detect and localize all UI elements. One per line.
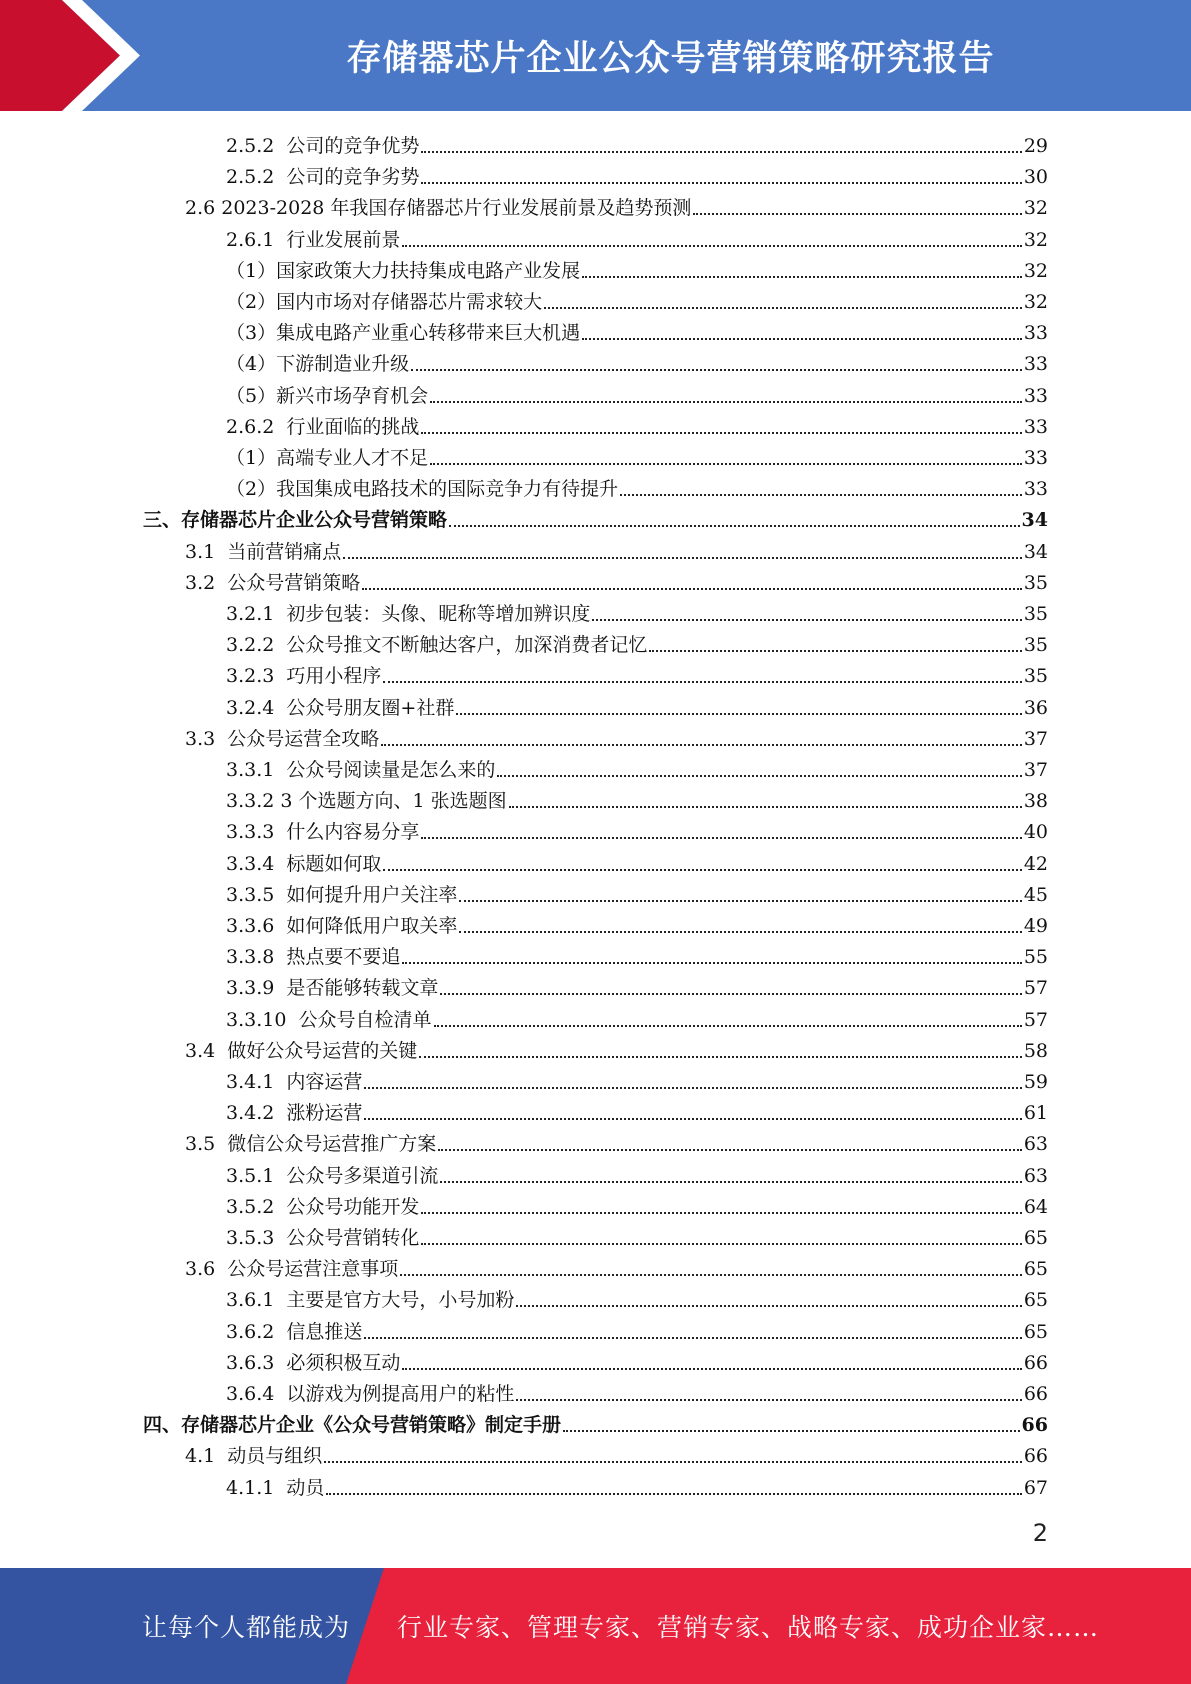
toc-entry-title: 2.6 2023-2028 年我国存储器芯片行业发展前景及趋势预测 [185, 197, 692, 220]
toc-entry-page: 66 [1023, 1351, 1048, 1374]
toc-entry[interactable] [226, 345, 1048, 376]
page-number: 2 [1032, 1519, 1048, 1547]
toc-entry-title: 2.6.1 行业发展前景 [226, 228, 401, 251]
toc-entry-title: 4.1 动员与组织 [185, 1445, 323, 1468]
toc-entry[interactable] [226, 938, 1048, 969]
toc-dot-leader [509, 806, 1022, 808]
toc-dot-leader [459, 900, 1021, 902]
toc-entry-page: 33 [1023, 384, 1048, 407]
toc-dot-leader [364, 1118, 1021, 1120]
toc-entry-title: 3.5.2 公众号功能开发 [226, 1195, 420, 1218]
toc-entry-page: 32 [1023, 197, 1048, 220]
toc-entry-title: 2.6.2 行业面临的挑战 [226, 415, 420, 438]
toc-entry-title: 3.3.3 什么内容易分享 [226, 821, 420, 844]
toc-entry-title: 3.1 当前营销痛点 [185, 540, 342, 563]
toc-dot-leader [383, 681, 1021, 683]
toc-entry-title: 3.4.1 内容运营 [226, 1071, 363, 1093]
toc-entry-title: （5）新兴市场孕育机会 [226, 384, 429, 407]
toc-dot-leader [381, 744, 1022, 746]
toc-entry-page: 59 [1023, 1071, 1048, 1093]
toc-dot-leader [402, 962, 1021, 964]
toc-entry-page: 58 [1023, 1039, 1048, 1062]
toc-entry-title: 3.5.1 公众号多渠道引流 [226, 1164, 439, 1187]
toc-entry[interactable] [226, 689, 1048, 720]
toc-entry-page: 63 [1023, 1164, 1048, 1187]
toc-entry-title: （2）我国集成电路技术的国际竞争力有待提升 [226, 478, 619, 501]
toc-entry-page: 57 [1023, 977, 1048, 1000]
toc-entry[interactable] [226, 1001, 1048, 1032]
toc-dot-leader [383, 869, 1021, 871]
toc-entry[interactable] [226, 377, 1048, 408]
toc-entry-page: 65 [1023, 1320, 1048, 1343]
toc-entry-title: （3）集成电路产业重心转移带来巨大机遇 [226, 322, 581, 345]
toc-entry-title: 3.3.5 如何提升用户关注率 [226, 883, 458, 906]
toc-entry[interactable] [226, 1219, 1048, 1250]
toc-dot-leader [497, 775, 1021, 777]
toc-entry[interactable] [226, 158, 1048, 189]
toc-entry-page: 34 [1023, 540, 1048, 563]
toc-entry-page: 36 [1023, 696, 1048, 719]
toc-entry[interactable] [226, 626, 1048, 657]
toc-entry-page: 30 [1023, 166, 1048, 189]
toc-entry[interactable] [226, 657, 1048, 688]
toc-entry-page: 33 [1023, 478, 1048, 501]
toc-entry-page: 67 [1023, 1476, 1048, 1499]
toc-entry-page: 64 [1023, 1195, 1048, 1218]
toc-entry-page: 63 [1023, 1133, 1048, 1156]
toc-entry-title: 3.6.1 主要是官方大号，小号加粉 [226, 1289, 515, 1312]
toc-dot-leader [434, 1025, 1022, 1027]
toc-entry-title: （4）下游制造业升级 [226, 353, 410, 376]
toc-entry-title: 3.5 微信公众号运营推广方案 [185, 1133, 437, 1156]
toc-entry[interactable] [226, 127, 1048, 158]
toc-entry[interactable] [185, 1437, 1048, 1468]
toc-dot-leader [419, 1056, 1022, 1058]
toc-dot-leader [440, 1181, 1021, 1183]
toc-dot-leader [456, 713, 1021, 715]
toc-entry-page: 57 [1023, 1008, 1048, 1031]
toc-entry-page: 33 [1023, 353, 1048, 376]
toc-entry[interactable] [226, 845, 1048, 876]
toc-dot-leader [362, 588, 1022, 590]
toc-entry-title: 3.5.3 公众号营销转化 [226, 1227, 420, 1249]
toc-entry-title: 3.3.6 如何降低用户取关率 [226, 915, 458, 937]
toc-entry-page: 35 [1023, 571, 1048, 594]
toc-entry[interactable] [226, 221, 1048, 252]
toc-entry[interactable] [226, 1063, 1048, 1094]
toc-dot-leader [563, 1430, 1020, 1432]
toc-dot-leader [402, 1368, 1021, 1370]
toc-entry-title: 3.4.2 涨粉运营 [226, 1102, 363, 1125]
toc-entry-title: 3.3.9 是否能够转载文章 [226, 977, 439, 1000]
toc-entry-page: 66 [1023, 1383, 1048, 1405]
toc-entry-page: 29 [1023, 135, 1048, 157]
toc-entry-title: 4.1.1 动员 [226, 1476, 325, 1499]
toc-dot-leader [430, 401, 1022, 403]
toc-dot-leader [421, 1212, 1021, 1214]
toc-entry-page: 37 [1023, 727, 1048, 750]
toc-entry[interactable] [226, 470, 1048, 501]
toc-entry[interactable] [226, 969, 1048, 1000]
toc-entry-page: 35 [1023, 665, 1048, 688]
toc-entry-page: 65 [1023, 1227, 1048, 1249]
toc-entry-title: 三、存储器芯片企业公众号营销策略 [143, 509, 448, 532]
toc-dot-leader [402, 245, 1021, 247]
toc-dot-leader [430, 463, 1022, 465]
toc-entry[interactable] [185, 1250, 1048, 1281]
toc-entry-title: 3.2.1 初步包装：头像、昵称等增加辨识度 [226, 603, 591, 625]
toc-entry-title: 3.2.4 公众号朋友圈+社群 [226, 696, 455, 719]
toc-entry[interactable] [185, 533, 1048, 564]
toc-entry[interactable] [226, 1375, 1048, 1406]
toc-entry[interactable] [226, 1094, 1048, 1125]
report-title: 存储器芯片企业公众号营销策略研究报告 [346, 38, 995, 79]
toc-entry-title: （1）国家政策大力扶持集成电路产业发展 [226, 259, 581, 282]
toc-entry[interactable] [226, 314, 1048, 345]
toc-dot-leader [411, 369, 1022, 371]
toc-entry[interactable] [185, 1125, 1048, 1156]
toc-entry-page: 45 [1023, 883, 1048, 906]
footer-banner [0, 1568, 1191, 1684]
toc-entry[interactable] [143, 1406, 1048, 1437]
toc-dot-leader [649, 650, 1021, 652]
toc-entry-title: 3.2 公众号营销策略 [185, 571, 361, 594]
toc-entry[interactable] [185, 564, 1048, 595]
toc-dot-leader [582, 338, 1022, 340]
toc-entry-title: 3.2.3 巧用小程序 [226, 665, 382, 688]
toc-dot-leader [592, 619, 1021, 621]
toc-entry[interactable] [226, 876, 1048, 907]
toc-entry[interactable] [226, 408, 1048, 439]
toc-dot-leader [421, 432, 1021, 434]
toc-entry-page: 37 [1023, 759, 1048, 781]
toc-entry[interactable] [185, 189, 1048, 220]
toc-entry[interactable] [226, 813, 1048, 844]
toc-entry[interactable] [226, 1469, 1048, 1500]
toc-dot-leader [400, 1274, 1022, 1276]
toc-entry[interactable] [226, 907, 1048, 938]
toc-entry-page: 42 [1023, 852, 1048, 875]
toc-entry[interactable] [226, 252, 1048, 283]
toc-entry-page: 33 [1023, 322, 1048, 345]
toc-dot-leader [449, 525, 1020, 527]
toc-entry-title: 3.3.1 公众号阅读量是怎么来的 [226, 759, 496, 781]
toc-entry-title: 3.3 公众号运营全攻略 [185, 727, 380, 750]
toc-dot-leader [421, 182, 1021, 184]
toc-entry[interactable] [226, 1344, 1048, 1375]
toc-entry-page: 65 [1023, 1289, 1048, 1312]
toc-entry-page: 66 [1023, 1445, 1048, 1468]
toc-entry-page: 32 [1023, 259, 1048, 282]
toc-entry-title: 3.4 做好公众号运营的关键 [185, 1039, 418, 1062]
toc-entry-page: 33 [1023, 447, 1048, 469]
toc-dot-leader [326, 1493, 1021, 1495]
toc-dot-leader [440, 993, 1021, 995]
toc-entry-page: 61 [1023, 1102, 1048, 1125]
toc-entry-title: 3.3.4 标题如何取 [226, 852, 382, 875]
toc-entry-page: 55 [1023, 946, 1048, 969]
toc-dot-leader [693, 213, 1021, 215]
footer-slogan-left: 让每个人都能成为 [142, 1613, 351, 1642]
toc-entry-page: 66 [1021, 1414, 1048, 1437]
toc-entry[interactable] [226, 1281, 1048, 1312]
toc-dot-leader [516, 1305, 1021, 1307]
footer-slogan-right: 行业专家、管理专家、营销专家、战略专家、成功企业家…… [397, 1613, 1100, 1642]
toc-entry[interactable] [226, 283, 1048, 314]
toc-entry[interactable] [185, 1032, 1048, 1063]
toc-entry-title: 2.5.2 公司的竞争劣势 [226, 166, 420, 189]
toc-entry[interactable] [143, 501, 1048, 532]
toc-entry-title: 3.6.2 信息推送 [226, 1320, 363, 1343]
toc-dot-leader [421, 1243, 1021, 1245]
toc-entry-title: 3.3.8 热点要不要追 [226, 946, 401, 969]
toc-entry-page: 65 [1023, 1258, 1048, 1281]
toc-dot-leader [364, 1337, 1021, 1339]
toc-entry-page: 40 [1023, 821, 1048, 844]
toc-dot-leader [459, 931, 1021, 933]
toc-entry[interactable] [226, 1188, 1048, 1219]
toc-entry-page: 49 [1023, 915, 1048, 937]
toc-entry-page: 38 [1023, 790, 1048, 813]
toc-entry-page: 34 [1021, 509, 1048, 532]
toc-entry-title: （2）国内市场对存储器芯片需求较大 [226, 291, 543, 313]
toc-entry-title: 3.6.3 必须积极互动 [226, 1351, 401, 1374]
toc-entry-title: 3.2.2 公众号推文不断触达客户，加深消费者记忆 [226, 634, 648, 657]
toc-entry[interactable] [226, 1313, 1048, 1344]
toc-entry-title: 3.3.2 3 个选题方向、1 张选题图 [226, 790, 507, 813]
toc-entry-title: 2.5.2 公司的竞争优势 [226, 135, 420, 157]
toc-entry-page: 32 [1023, 228, 1048, 251]
toc-entry[interactable] [226, 782, 1048, 813]
toc-entry[interactable] [226, 751, 1048, 782]
toc-dot-leader [421, 151, 1021, 153]
toc-entry[interactable] [226, 595, 1048, 626]
toc-entry-title: （1）高端专业人才不足 [226, 447, 429, 469]
toc-dot-leader [343, 557, 1022, 559]
report-header [0, 0, 1191, 111]
toc-dot-leader [438, 1149, 1022, 1151]
toc-entry-page: 35 [1023, 634, 1048, 657]
toc-entry-page: 35 [1023, 603, 1048, 625]
toc-entry-page: 33 [1023, 415, 1048, 438]
toc-dot-leader [620, 494, 1022, 496]
toc-entry-title: 3.3.10 公众号自检清单 [226, 1008, 432, 1031]
toc-dot-leader [421, 837, 1021, 839]
toc-entry[interactable] [226, 439, 1048, 470]
toc-dot-leader [544, 307, 1022, 309]
toc-dot-leader [516, 1399, 1021, 1401]
toc-dot-leader [364, 1087, 1021, 1089]
toc-dot-leader [324, 1461, 1022, 1463]
toc-entry-title: 3.6 公众号运营注意事项 [185, 1258, 399, 1281]
toc-entry[interactable] [185, 720, 1048, 751]
toc-entry-title: 四、存储器芯片企业《公众号营销策略》制定手册 [143, 1414, 562, 1437]
toc-entry[interactable] [226, 1157, 1048, 1188]
toc-dot-leader [582, 276, 1022, 278]
arrow-chevron-icon [0, 0, 160, 111]
toc-entry-title: 3.6.4 以游戏为例提高用户的粘性 [226, 1383, 515, 1405]
toc-entry-page: 32 [1023, 291, 1048, 313]
